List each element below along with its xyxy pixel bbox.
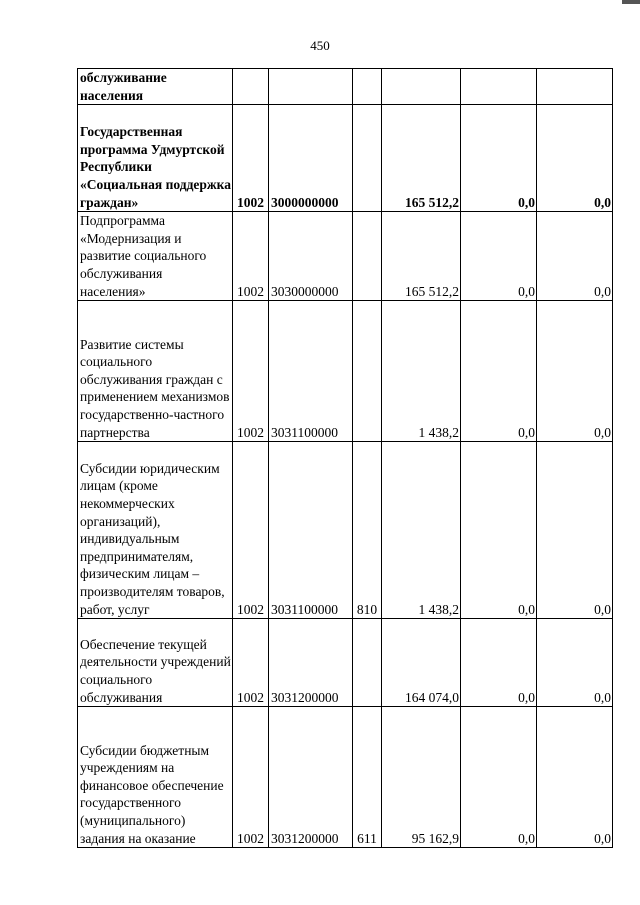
row-target-article: 3000000000 [269, 105, 353, 212]
row-col6: 0,0 [461, 105, 537, 212]
row-expense-type [353, 619, 382, 707]
row-col7: 0,0 [537, 442, 613, 619]
table-row [78, 105, 613, 212]
table-row [78, 212, 613, 301]
row-sum: 165 512,2 [382, 212, 461, 301]
row-col7: 0,0 [537, 105, 613, 212]
row-col6: 0,0 [461, 619, 537, 707]
row-section: 1002 [233, 707, 269, 848]
row-expense-type: 810 [353, 442, 382, 619]
scan-corner-mark [622, 0, 640, 4]
table-row [78, 69, 613, 105]
row-name: Обеспечение текущей деятельности учреждений социального обслуживания [78, 619, 233, 707]
row-name: Государственная программа Удмуртской Республики «Социальная поддержка граждан» [78, 105, 233, 212]
row-col7: 0,0 [537, 619, 613, 707]
row-section: 1002 [233, 619, 269, 707]
table-row [78, 301, 613, 442]
row-col6: 0,0 [461, 212, 537, 301]
row-col7: 0,0 [537, 212, 613, 301]
row-target-article [269, 69, 353, 105]
row-sum: 1 438,2 [382, 301, 461, 442]
row-col7 [537, 69, 613, 105]
row-target-article: 3030000000 [269, 212, 353, 301]
row-col7: 0,0 [537, 707, 613, 848]
row-sum: 1 438,2 [382, 442, 461, 619]
row-name: Развитие системы социального обслуживания граждан с применением механизмов государственно-частного партнерства [78, 301, 233, 442]
row-expense-type [353, 212, 382, 301]
row-section [233, 69, 269, 105]
row-section: 1002 [233, 442, 269, 619]
row-section: 1002 [233, 105, 269, 212]
table-row [78, 707, 613, 848]
row-sum: 165 512,2 [382, 105, 461, 212]
page-number: 450 [310, 38, 330, 53]
row-expense-type: 611 [353, 707, 382, 848]
row-expense-type [353, 69, 382, 105]
row-name: Подпрограмма «Модернизация и развитие социального обслуживания населения» [78, 212, 233, 301]
row-name: Субсидии бюджетным учреждениям на финансовое обеспечение государственного (муниципального) задания на оказание [78, 707, 233, 848]
row-col6: 0,0 [461, 301, 537, 442]
budget-table [77, 68, 613, 848]
row-col7: 0,0 [537, 301, 613, 442]
row-target-article: 3031100000 [269, 301, 353, 442]
table-row [78, 619, 613, 707]
row-name: обслуживание населения [78, 69, 233, 105]
row-sum: 95 162,9 [382, 707, 461, 848]
row-sum [382, 69, 461, 105]
row-expense-type [353, 301, 382, 442]
row-name: Субсидии юридическим лицам (кроме некоммерческих организаций), индивидуальным предпринимателям, физическим лицам – производителям товаров, работ, услуг [78, 442, 233, 619]
row-col6: 0,0 [461, 442, 537, 619]
row-expense-type [353, 105, 382, 212]
table-row [78, 442, 613, 619]
row-target-article: 3031200000 [269, 707, 353, 848]
row-target-article: 3031100000 [269, 442, 353, 619]
row-col6: 0,0 [461, 707, 537, 848]
row-section: 1002 [233, 212, 269, 301]
row-col6 [461, 69, 537, 105]
row-section: 1002 [233, 301, 269, 442]
row-target-article: 3031200000 [269, 619, 353, 707]
row-sum: 164 074,0 [382, 619, 461, 707]
